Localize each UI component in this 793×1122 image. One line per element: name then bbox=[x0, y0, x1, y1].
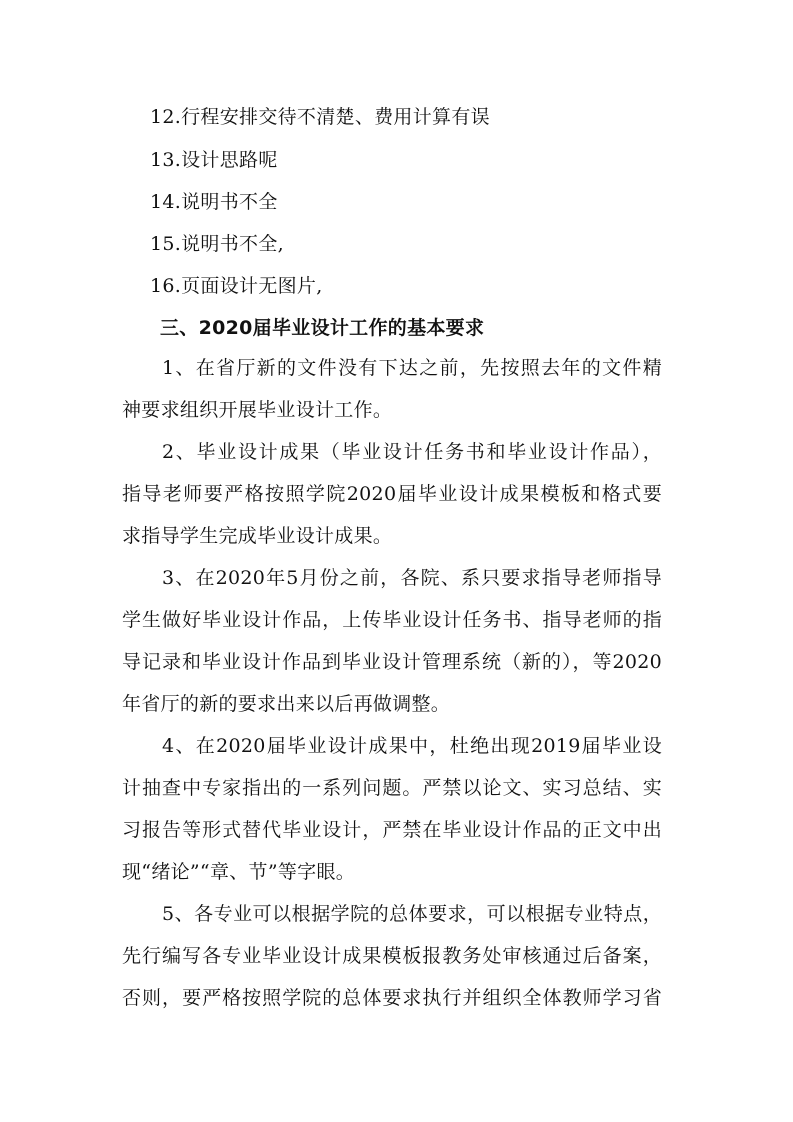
paragraph-line: 神要求组织开展毕业设计工作。 bbox=[122, 399, 393, 421]
paragraph-line: 先行编写各专业毕业设计成果模板报教务处审核通过后备案， bbox=[122, 945, 662, 967]
paragraph-line: 年省厅的新的要求出来以后再做调整。 bbox=[122, 693, 451, 715]
paragraph-line: 求指导学生完成毕业设计成果。 bbox=[122, 525, 393, 547]
paragraph-line: 学生做好毕业设计作品，上传毕业设计任务书、指导老师的指 bbox=[122, 609, 662, 631]
paragraph-line: 3、在2020年5月份之前，各院、系只要求指导老师指导 bbox=[162, 567, 662, 589]
paragraph-line: 2、毕业设计成果（毕业设计任务书和毕业设计作品）， bbox=[162, 441, 662, 463]
list-item: 13.设计思路呢 bbox=[150, 149, 278, 171]
paragraph-line: 5、各专业可以根据学院的总体要求，可以根据专业特点， bbox=[162, 903, 662, 925]
paragraph-line: 现“绪论”“章、节”等字眼。 bbox=[122, 861, 356, 883]
paragraph-line: 1、在省厅新的文件没有下达之前，先按照去年的文件精 bbox=[162, 357, 662, 379]
paragraph-line: 4、在2020届毕业设计成果中，杜绝出现2019届毕业设 bbox=[162, 735, 662, 757]
paragraph-line: 否则，要严格按照学院的总体要求执行并组织全体教师学习省 bbox=[122, 987, 662, 1009]
paragraph-line: 习报告等形式替代毕业设计，严禁在毕业设计作品的正文中出 bbox=[122, 819, 662, 841]
list-item: 14.说明书不全 bbox=[150, 191, 278, 213]
section-heading: 三、2020届毕业设计工作的基本要求 bbox=[160, 317, 485, 339]
list-item: 15.说明书不全, bbox=[150, 233, 284, 255]
paragraph-line: 计抽查中专家指出的一系列问题。严禁以论文、实习总结、实 bbox=[122, 777, 662, 799]
paragraph-line: 指导老师要严格按照学院2020届毕业设计成果模板和格式要 bbox=[122, 483, 662, 505]
paragraph-line: 导记录和毕业设计作品到毕业设计管理系统（新的），等2020 bbox=[122, 651, 662, 673]
list-item: 16.页面设计无图片, bbox=[150, 275, 323, 297]
list-item: 12.行程安排交待不清楚、费用计算有误 bbox=[150, 106, 490, 128]
